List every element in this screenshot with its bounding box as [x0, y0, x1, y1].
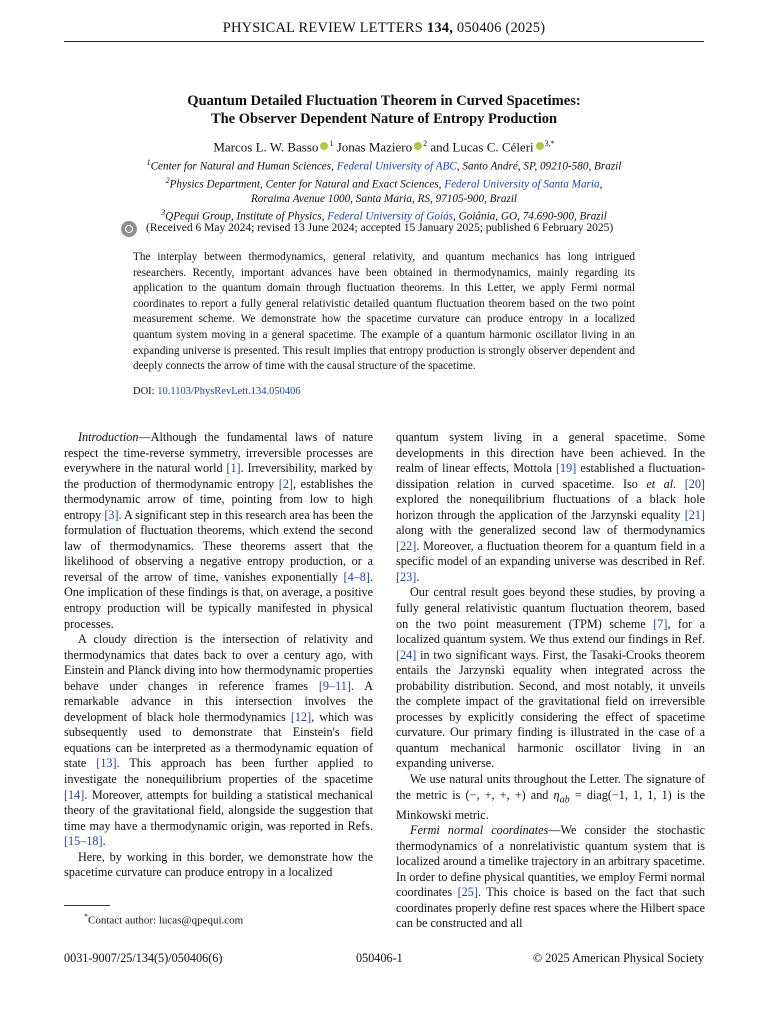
- text: . This approach has been further applied to investigate the nonequilibrium properties of the spacetime: [64, 756, 373, 787]
- section-heading: Introduction: [78, 430, 139, 444]
- citation-link[interactable]: [23]: [396, 569, 417, 584]
- text: .: [416, 569, 420, 584]
- text: . Moreover, a fluctuation theorem for a quantum field in a specific model of an expanding universe was described in Ref.: [396, 538, 705, 569]
- author-3-affil: 3,*: [544, 139, 555, 148]
- affil-text: Center for Natural and Human Sciences,: [150, 160, 337, 173]
- doi-link[interactable]: 10.1103/PhysRevLett.134.050406: [157, 386, 301, 397]
- text: = diag(−1, 1, 1, 1) is the Minkowski metric.: [396, 787, 705, 822]
- math-subscript: ab: [559, 794, 570, 806]
- text: . One implication of these findings is that, on average, a positive entropy production will be typically manifested in physical processes.: [64, 569, 373, 631]
- header-rule: [64, 41, 704, 42]
- author-list: [64, 139, 704, 155]
- text: , for a localized quantum system. We thus extend our findings in Ref.: [396, 616, 705, 647]
- doi-label: DOI:: [133, 386, 155, 397]
- affil-num: 2: [165, 176, 170, 186]
- title-line-2: The Observer Dependent Nature of Entropy Production: [210, 111, 558, 127]
- citation-link[interactable]: [7]: [653, 616, 668, 631]
- text: —We consider the stochastic thermodynamics of a nonrelativistic quantum system that is localized around a timelike trajectory in an arbitrary spacetime. In order to define physical quantities, we employ Fermi normal coordinates: [396, 823, 705, 900]
- received-dates: (Received 6 May 2024; revised 13 June 2024; accepted 15 January 2025; published 6 February 2025): [146, 222, 614, 234]
- affiliations: [64, 156, 704, 224]
- citation-link[interactable]: [25]: [457, 885, 478, 900]
- affil-num: 1: [146, 158, 151, 167]
- text: —Although the fundamental laws of nature respect the time-reverse symmetry, irreversible processes are everywhere in the natural world: [64, 430, 373, 476]
- paragraph: [396, 430, 705, 585]
- affil-text: QPequi Group, Institute of Physics,: [165, 211, 328, 224]
- text: . A significant step in this research area has been the formulation of fluctuation theorems, which extend the second law of thermodynamics. These theorems assert that the likelihood of observing a negative entropy production, or a reversal of the arrow of time, vanishes exponentially: [64, 507, 373, 584]
- citation-link[interactable]: [4–8]: [343, 569, 370, 584]
- paragraph: [64, 430, 373, 632]
- left-column: [64, 430, 373, 881]
- footer-issn: 0031-9007/25/134(5)/050406(6): [64, 951, 223, 965]
- footnote: [84, 912, 243, 927]
- affiliation-2: [64, 174, 704, 192]
- citation-link[interactable]: [14]: [64, 787, 85, 802]
- affil-text: , Santo André, SP, 09210-580, Brazil: [456, 160, 622, 173]
- affil-link[interactable]: Federal University of ABC: [336, 160, 457, 173]
- footnote-mark: *: [84, 912, 88, 921]
- footer-page-number: 050406-1: [356, 951, 403, 965]
- author-1[interactable]: Marcos L. W. Basso: [213, 139, 319, 155]
- orcid-icon[interactable]: [414, 142, 422, 150]
- footer-copyright: © 2025 American Physical Society: [532, 951, 704, 965]
- paragraph: [396, 823, 705, 932]
- citation-link[interactable]: [20]: [684, 476, 705, 491]
- paragraph: [64, 632, 373, 850]
- journal-volume: 134,: [426, 20, 454, 36]
- affil-link[interactable]: Federal University of Santa Maria: [444, 178, 600, 191]
- text: along with the generalized second law of thermodynamics: [396, 523, 705, 538]
- affil-num: 3: [161, 208, 166, 218]
- citation-link[interactable]: [1]: [226, 461, 241, 476]
- orcid-icon[interactable]: [536, 142, 544, 150]
- affil-text: ,: [599, 178, 603, 191]
- text: . Moreover, attempts for building a statistical mechanical theory of the gravitational field, alongside the suggestion that time may have a thermodynamic origin, was reported in Refs.: [64, 787, 373, 833]
- paper-title: [64, 92, 704, 128]
- orcid-icon[interactable]: [320, 142, 328, 150]
- footnote-rule: [64, 905, 110, 906]
- text: explored the nonequilibrium fluctuations of a black hole horizon through the application of the Jarzynski equality: [396, 492, 705, 522]
- text: , which was subsequently used to demonstrate that Einstein's field equations can be interpreted as a thermodynamic equation of state: [64, 709, 373, 771]
- citation-link[interactable]: [9–11]: [318, 678, 351, 693]
- text: et al.: [646, 476, 677, 491]
- citation-link[interactable]: [24]: [396, 647, 417, 662]
- author-1-affil: 1: [329, 139, 334, 148]
- section-heading: Fermi normal coordinates: [410, 823, 549, 838]
- paragraph: [396, 772, 705, 823]
- text: and: [525, 787, 554, 802]
- author-2[interactable]: Jonas Maziero: [336, 139, 413, 155]
- doi: [133, 386, 301, 397]
- text: established a fluctuation-dissipation relation in curved spacetime. Iso: [396, 461, 706, 491]
- citation-link[interactable]: [13]: [96, 756, 117, 771]
- author-and: and: [430, 139, 450, 155]
- author-3[interactable]: Lucas C. Céleri: [452, 139, 534, 155]
- citation-link[interactable]: [22]: [396, 538, 417, 553]
- citation-link[interactable]: [21]: [684, 507, 705, 522]
- affil-text: , Goiânia, GO, 74.690-900, Brazil: [453, 211, 607, 224]
- text: quantum system living in a general spacetime. Some developments in this direction have been achieved. In the realm of linear effects, Mottola: [396, 430, 705, 476]
- journal-header: [64, 20, 704, 37]
- citation-link[interactable]: [12]: [290, 709, 312, 724]
- affiliation-1: [64, 156, 704, 174]
- text: .: [102, 834, 106, 849]
- abstract: The interplay between thermodynamics, general relativity, and quantum mechanics has long intrigued researchers. Recently, important advances have been obtained in thermodynamics, mainly regarding its application to the quantum domain through fluctuation theorems. In this Letter, we apply Fermi normal coordinates to report a fully general relativistic detailed quantum fluctuation theorem based on the two point measurement scheme. We demonstrate how the spacetime curvature can produce entropy in a localized quantum system moving in a general spacetime. The example of a quantum harmonic oscillator living in an expanding universe is presented. This result implies that entropy production is strongly observer dependent and deeply connects the arrow of time with the causal structure of the spacetime.: [133, 251, 635, 373]
- author-2-affil: 2: [423, 139, 428, 148]
- text: . A remarkable advance in this intersection involves the development of black hole thermodynamics: [64, 678, 373, 724]
- citation-link[interactable]: [2]: [278, 476, 293, 491]
- paragraph: Here, by working in this border, we demonstrate how the spacetime curvature can produce entropy in a localized: [64, 849, 373, 880]
- citation-link[interactable]: [15–18]: [64, 834, 103, 849]
- footnote-text: Contact author: lucas@qpequi.com: [88, 914, 244, 927]
- text: A cloudy direction is the intersection of relativity and thermodynamics that dates back to over a century ago, with Einstein and Planck diving into how thermodynamic properties behave under changes in reference frames: [64, 632, 373, 693]
- affil-text: Physics Department, Center for Natural and Exact Sciences,: [169, 178, 445, 191]
- affiliation-2-line-2: Roraima Avenue 1000, Santa Maria, RS, 97105-900, Brazil: [250, 193, 518, 206]
- text: . Irreversibility, marked by the production of thermodynamic entropy: [64, 461, 373, 491]
- title-line-1: Quantum Detailed Fluctuation Theorem in Curved Spacetimes:: [187, 93, 581, 109]
- right-column: [396, 430, 705, 932]
- affil-link[interactable]: Federal University of Goiás: [327, 211, 454, 224]
- text: , establishes the thermodynamic arrow of time, pointing from low to high entropy: [64, 476, 373, 522]
- text: We use natural units throughout the Letter. The signature of the metric is: [396, 772, 705, 802]
- math-signature: (−, +, +, +): [465, 787, 526, 802]
- text: . This choice is based on the fact that such coordinates properly define rest spaces where the Hilbert space can be constructed and all: [396, 885, 705, 931]
- text: in two significant ways. First, the Tasaki-Crooks theorem entails the Jarzynski equality when integrated across the probability distribution. Second, and most notably, it unveils the complete impact of the gravitational field on irreversible processes by explicitly considering the effect of spacetime curvature. Our primary finding is illustrated in the case of a quantum mechanical harmonic oscillator living in an expanding universe.: [396, 647, 705, 771]
- citation-link[interactable]: [3]: [104, 507, 119, 522]
- math-eta: η: [553, 787, 560, 802]
- citation-link[interactable]: [19]: [556, 461, 577, 476]
- text: Our central result goes beyond these studies, by proving a fully general relativistic quantum fluctuation theorem, based on the two point measurement (TPM) scheme: [396, 585, 705, 631]
- article-number: 050406 (2025): [456, 20, 546, 36]
- paragraph: [396, 585, 705, 772]
- check-for-updates-icon[interactable]: [121, 221, 137, 237]
- journal-name: PHYSICAL REVIEW LETTERS: [222, 20, 424, 36]
